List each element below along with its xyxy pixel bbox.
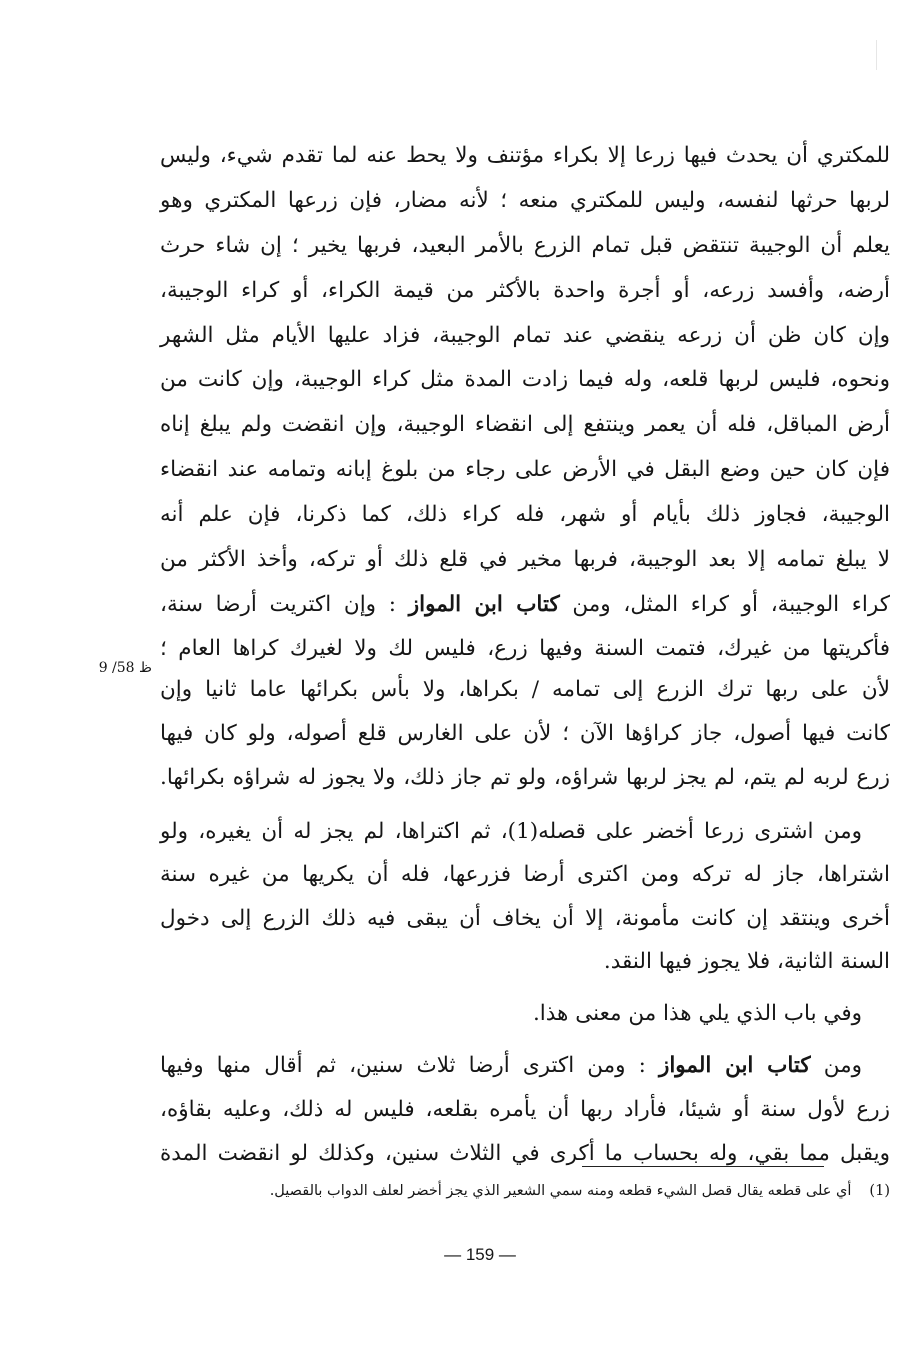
source-title: كتاب ابن المواز [408,592,560,617]
text-line [160,1046,890,1086]
text-line: اشتراها، جاز له تركه ومن اكترى أرضا فزرعها، فله أن يكريها من غيره سنة [160,862,890,887]
text-line: أخرى وينتقد إن كانت مأمونة، إلا أن يخاف أن يبقى فيه ذلك الزرع إلى دخول [160,906,890,931]
text-line: لأن على ربها ترك الزرع إلى تمامه / بكراها، ولا بأس بكرائها عاما ثانيا وإن [160,677,890,702]
text-segment: كراء الوجيبة، أو كراء المثل، ومن [559,592,890,617]
text-line [160,585,890,625]
manuscript-folio-note: 9 /58 ظ [98,660,152,676]
text-line: ونحوه، فليس لربها قلعه، وله فيما زادت المدة مثل كراء الوجيبة، وإن كانت من [160,367,890,392]
text-segment: : وإن اكتريت أرضا سنة، [160,592,409,617]
source-title: كتاب ابن المواز [658,1053,811,1078]
text-line: الوجيبة، فجاوز ذلك بأيام أو شهر، فله كراء ذلك، كما ذكرنا، فإن علم أنه [160,502,890,527]
text-line: فإن كان حين وضع البقل في الأرض على رجاء من بلوغ إبانه وتمامه عند انقضاء [160,457,890,482]
text-line: أرض المباقل، فله أن يعمر وينتفع إلى انقضاء الوجيبة، وإن انقضت ولم يبلغ إناه [160,412,890,437]
text-line: كانت فيها أصول، جاز كراؤها الآن ؛ لأن على الغارس قلع أصوله، ولو كان فيها [160,721,890,746]
text-line: لا يبلغ تمامه إلا بعد الوجيبة، فربها مخير في قلع ذلك أو تركه، وأخذ الأكثر من [160,547,890,572]
text-line: للمكتري أن يحدث فيها زرعا إلا بكراء مؤتنف ولا يحط عنه لما تقدم شيء، وليس [160,143,890,168]
text-line: زرع لربه لم يتم، لم يجز لربها شراؤه، ولو تم جاز ذلك، ولا يجوز له شراؤه بكرائها. [160,765,890,790]
text-line: وفي باب الذي يلي هذا من معنى هذا. [532,1001,862,1026]
footnote [160,1178,890,1204]
text-line: ويقبل مما بقي، وله بحساب ما أكرى في الثلاث سنين، وكذلك لو انقضت المدة [160,1141,890,1166]
text-line: ومن اشترى زرعا أخضر على قصله(1)، ثم اكتراها، لم يجز له أن يغيره، ولو [160,819,863,844]
footnote-number: (1) [869,1183,890,1199]
text-line: يعلم أن الوجيبة تنتقض قبل تمام الزرع بالأمر البعيد، فربها يخير ؛ إن شاء حرث [160,233,890,258]
text-line: وإن كان ظن أن زرعه ينقضي عند تمام الوجيبة، فزاد عليها الأيام مثل الشهر [160,323,890,348]
page-number: — 159 — [444,1245,516,1264]
scan-mark [876,40,877,70]
footnote-text: أي على قطعه يقال قصل الشيء قطعه ومنه سمي الشعير الذي يجز أخضر لعلف الدواب بالقصيل. [269,1183,852,1199]
text-line: السنة الثانية، فلا يجوز فيها النقد. [603,949,890,974]
text-line: لربها حرثها لنفسه، وليس للمكتري منعه ؛ لأنه مضار، فإن زرعها المكتري وهو [160,188,890,213]
text-line: زرع لأول سنة أو شيئا، فأراد ربها أن يأمره بقلعه، فليس له ذلك، وعليه بقاؤه، [160,1097,890,1122]
footnote-separator [582,1166,824,1167]
text-segment: ومن [810,1053,862,1078]
text-line: أرضه، وأفسد زرعه، أو أجرة واحدة بالأكثر من قيمة الكراء، أو كراء الوجيبة، [160,278,890,303]
text-segment: : ومن اكترى أرضا ثلاث سنين، ثم أقال منها وفيها [160,1053,659,1078]
text-line: فأكريتها من غيرك، فتمت السنة وفيها زرع، فليس لك ولا لغيرك كراها العام ؛ [160,636,890,661]
